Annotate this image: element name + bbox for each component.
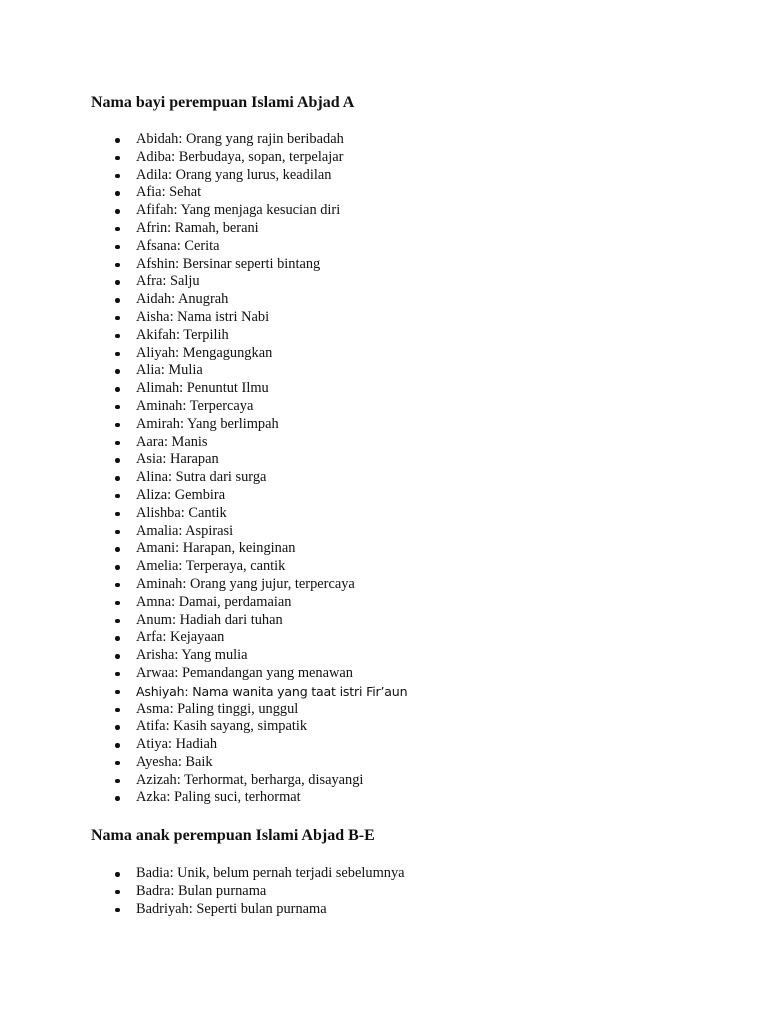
bullet-icon	[115, 191, 120, 196]
list-item-text: Afra: Salju	[136, 273, 200, 290]
list-item-text: Alina: Sutra dari surga	[136, 469, 267, 486]
section-heading-abjad-b-e: Nama anak perempuan Islami Abjad B-E	[91, 827, 375, 844]
list-item-text: Asma: Paling tinggi, unggul	[136, 700, 299, 717]
bullet-icon	[115, 334, 120, 339]
list-item	[0, 469, 407, 487]
list-item	[0, 612, 407, 630]
list-item	[0, 220, 407, 238]
list-item	[0, 505, 407, 523]
bullet-icon	[115, 708, 120, 713]
bullet-icon	[115, 512, 120, 517]
list-item-text: Alia: Mulia	[136, 362, 203, 379]
list-item-text: Afia: Sehat	[136, 184, 202, 201]
list-item	[0, 434, 407, 452]
name-list-abjad-b-e	[0, 865, 405, 918]
list-item	[0, 238, 407, 256]
list-item-text: Aara: Manis	[136, 433, 208, 450]
bullet-icon	[115, 227, 120, 232]
list-item	[0, 291, 407, 309]
list-item-text: Amelia: Terperaya, cantik	[136, 558, 286, 575]
bullet-icon	[115, 601, 120, 606]
list-item-text: Afrin: Ramah, berani	[136, 219, 259, 236]
list-item	[0, 683, 407, 701]
list-item	[0, 309, 407, 327]
bullet-icon	[115, 441, 120, 446]
list-item	[0, 149, 407, 167]
list-item-text: Aliyah: Mengagungkan	[136, 344, 273, 361]
list-item-text: Aminah: Terpercaya	[136, 397, 254, 414]
list-item	[0, 647, 407, 665]
list-item-text: Amani: Harapan, keinginan	[136, 540, 296, 557]
name-list-abjad-a	[0, 131, 407, 807]
bullet-icon	[115, 138, 120, 143]
bullet-icon	[115, 636, 120, 641]
list-item-text: Arfa: Kejayaan	[136, 629, 225, 646]
list-item	[0, 256, 407, 274]
bullet-icon	[115, 494, 120, 499]
list-item	[0, 487, 407, 505]
list-item-text: Atiya: Hadiah	[136, 736, 218, 753]
list-item	[0, 523, 407, 541]
bullet-icon	[115, 174, 120, 179]
list-item-text: Aliza: Gembira	[136, 486, 226, 503]
list-item	[0, 416, 407, 434]
bullet-icon	[115, 316, 120, 321]
bullet-icon	[115, 458, 120, 463]
bullet-icon	[115, 619, 120, 624]
bullet-icon	[115, 530, 120, 535]
bullet-icon	[115, 405, 120, 410]
list-item	[0, 576, 407, 594]
list-item-text: Badriyah: Seperti bulan purnama	[136, 900, 327, 917]
list-item-text: Amna: Damai, perdamaian	[136, 593, 292, 610]
bullet-icon	[115, 890, 120, 895]
bullet-icon	[115, 298, 120, 303]
list-item	[0, 665, 407, 683]
bullet-icon	[115, 263, 120, 268]
bullet-icon	[115, 369, 120, 374]
list-item	[0, 167, 407, 185]
list-item	[0, 718, 407, 736]
list-item	[0, 736, 407, 754]
list-item-text: Afsana: Cerita	[136, 237, 220, 254]
list-item	[0, 901, 405, 919]
bullet-icon	[115, 156, 120, 161]
list-item-text: Afshin: Bersinar seperti bintang	[136, 255, 321, 272]
list-item-text: Adila: Orang yang lurus, keadilan	[136, 166, 332, 183]
bullet-icon	[115, 387, 120, 392]
list-item	[0, 380, 407, 398]
list-item	[0, 184, 407, 202]
list-item-text: Ashiyah: Nama wanita yang taat istri Fir’aun	[136, 683, 408, 699]
list-item	[0, 327, 407, 345]
bullet-icon	[115, 245, 120, 250]
bullet-icon	[115, 654, 120, 659]
list-item	[0, 273, 407, 291]
list-item-text: Badia: Unik, belum pernah terjadi sebelumnya	[136, 865, 405, 881]
list-item-text: Akifah: Terpilih	[136, 326, 229, 343]
bullet-icon	[115, 476, 120, 481]
list-item-text: Azka: Paling suci, terhormat	[136, 789, 301, 806]
list-item-text: Alishba: Cantik	[136, 504, 227, 521]
list-item-text: Aidah: Anugrah	[136, 291, 229, 308]
list-item	[0, 540, 407, 558]
list-item	[0, 789, 407, 807]
list-item-text: Arisha: Yang mulia	[136, 647, 248, 664]
bullet-icon	[115, 796, 120, 801]
bullet-icon	[115, 725, 120, 730]
list-item-text: Aminah: Orang yang jujur, terpercaya	[136, 575, 355, 592]
list-item-text: Adiba: Berbudaya, sopan, terpelajar	[136, 148, 344, 165]
list-item	[0, 362, 407, 380]
list-item	[0, 865, 405, 883]
bullet-icon	[115, 779, 120, 784]
list-item	[0, 345, 407, 363]
list-item-text: Amalia: Aspirasi	[136, 522, 234, 539]
bullet-icon	[115, 583, 120, 588]
bullet-icon	[115, 547, 120, 552]
bullet-icon	[115, 672, 120, 677]
bullet-icon	[115, 565, 120, 570]
list-item	[0, 558, 407, 576]
bullet-icon	[115, 209, 120, 214]
list-item-text: Amirah: Yang berlimpah	[136, 415, 279, 432]
list-item-text: Anum: Hadiah dari tuhan	[136, 611, 283, 628]
list-item	[0, 202, 407, 220]
list-item-text: Afifah: Yang menjaga kesucian diri	[136, 202, 341, 219]
list-item	[0, 398, 407, 416]
bullet-icon	[115, 352, 120, 357]
list-item-text: Abidah: Orang yang rajin beribadah	[136, 131, 344, 147]
list-item-text: Atifa: Kasih sayang, simpatik	[136, 718, 308, 735]
list-item	[0, 772, 407, 790]
section-heading-abjad-a: Nama bayi perempuan Islami Abjad A	[91, 94, 355, 111]
list-item-text: Asia: Harapan	[136, 451, 219, 468]
list-item-text: Badra: Bulan purnama	[136, 882, 267, 899]
bullet-icon	[115, 908, 120, 913]
list-item-text: Alimah: Penuntut Ilmu	[136, 380, 269, 397]
list-item	[0, 131, 407, 149]
list-item	[0, 701, 407, 719]
list-item-text: Arwaa: Pemandangan yang menawan	[136, 664, 353, 681]
list-item	[0, 451, 407, 469]
bullet-icon	[115, 872, 120, 877]
list-item	[0, 594, 407, 612]
bullet-icon	[115, 423, 120, 428]
bullet-icon	[115, 761, 120, 766]
list-item-text: Ayesha: Baik	[136, 753, 213, 770]
list-item	[0, 629, 407, 647]
bullet-icon	[115, 280, 120, 285]
bullet-icon	[115, 690, 120, 695]
list-item	[0, 883, 405, 901]
list-item-text: Azizah: Terhormat, berharga, disayangi	[136, 771, 364, 788]
list-item	[0, 754, 407, 772]
bullet-icon	[115, 743, 120, 748]
list-item-text: Aisha: Nama istri Nabi	[136, 308, 270, 325]
